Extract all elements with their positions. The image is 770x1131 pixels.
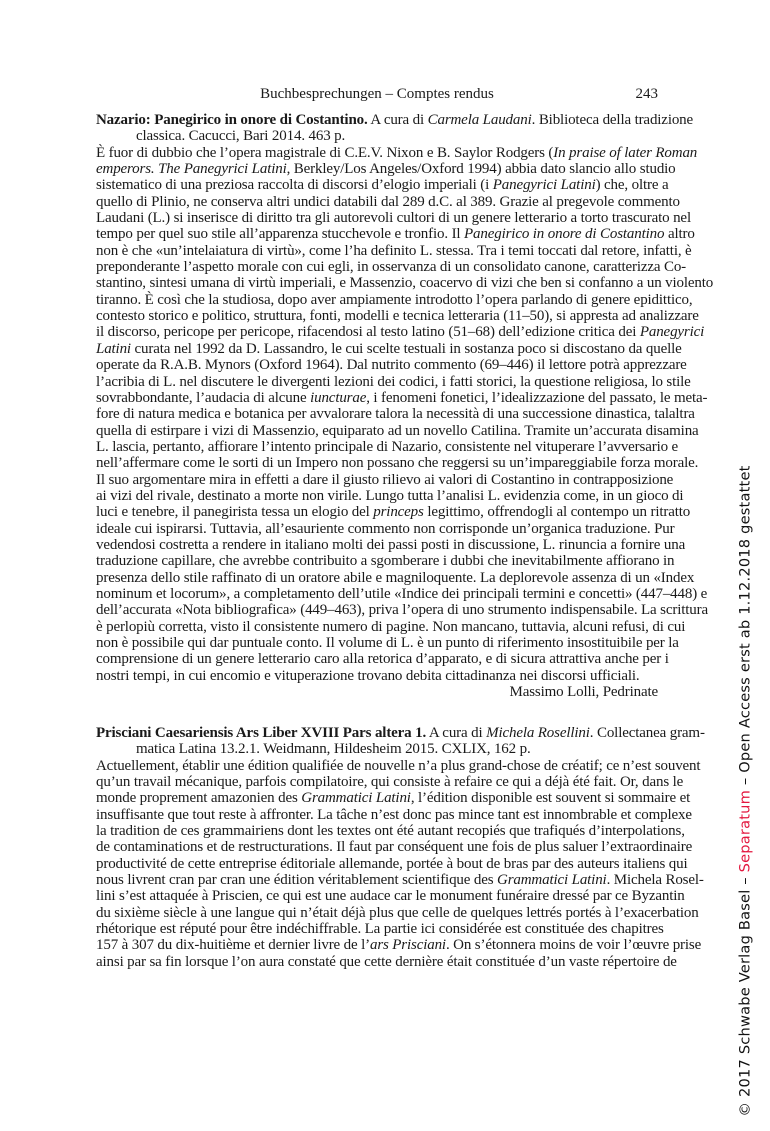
body-line: tempo per quel suo stile all’apparenza stucchevole e tronfio. Il Panegirico in onore di Costantino altro — [96, 226, 695, 243]
body-line: vedendosi costretta a rendere in italiano molti dei passi posti in discussione, L. rinuncia a fornire una — [96, 536, 686, 553]
review-heading-line-1: Nazario: Panegirico in onore di Costantino. A cura di Carmela Laudani. Biblioteca della tradizione — [96, 112, 694, 128]
body-line: il discorso, pericope per pericope, rifacendosi al testo latino (51–68) dell’edizione critica dei Panegyrici — [96, 324, 705, 341]
body-line: la tradition de ces grammairiens dont les textes ont été autant recopiés que trafiqués d’interpolations, — [96, 823, 685, 840]
review-heading-title: Prisciani Caesariensis Ars Liber XVIII Pars altera 1. — [96, 725, 427, 741]
review-editor: Carmela Laudani — [427, 112, 532, 128]
body-line: de contaminations et de restructurations. Il faut par conséquent une fois de plus saluer l’extraordinaire — [96, 839, 693, 856]
body-line: emperors. The Panegyrici Latini, Berkley/Los Angeles/Oxford 1994) abbia dato slancio allo studio — [96, 161, 676, 178]
body-line: non è possibile qui dar puntuale conto. Il volume di L. è un punto di riferimento insostituibile per la — [96, 635, 679, 651]
body-line: presenza dello stile raffinato di un oratore abile e magniloquente. La deplorevole assenza di un «Index — [96, 569, 695, 586]
body-line: stantino, sintesi umana di virtù imperiali, e Massenzio, coacervo di vizi che ben si confanno a un violento — [96, 275, 714, 292]
body-line: lini s’est attaquée à Priscien, ce qui est une audace car le monument funéraire dressé par ce Byzantin — [96, 888, 685, 905]
body-line: du sixième siècle à une langue qui n’était déjà plus que celle de quelques lettrés portés à l’exacerbation — [96, 904, 699, 921]
body-line: monde proprement amazonien des Grammatici Latini, l’édition disponible est souvent si sommaire et — [96, 790, 691, 807]
body-line: qu’un travail mécanique, parfois compilatoire, qui consiste à refaire ce qui a déjà été fait. Or, dans le — [96, 774, 684, 791]
body-line: sovrabbondante, l’audacia di alcune iuncturae, i fenomeni fonetici, l’idealizzazione del passato, le meta- — [96, 389, 708, 406]
body-line: dell’accurata «Nota bibliografica» (449–463), priva l’opera di uno strumento indispensabile. La scrittura — [96, 602, 708, 619]
body-line: Actuellement, établir une édition qualifiée de nouvelle n’a plus grand-chose de créatif; ce n’est souvent — [96, 757, 701, 774]
review-prisciani — [96, 725, 705, 970]
body-line: luci e tenebre, il panegirista tessa un elogio del princeps legittimo, offrendogli al contempo un ritratto — [96, 504, 691, 521]
review-body — [96, 757, 704, 970]
review-body — [96, 144, 714, 684]
body-line: rhétorique est réputé pour être indéchiffrable. La partie ici considérée est constituée des chapitres — [96, 921, 664, 938]
body-line: preponderante l’aspetto morale con cui egli, in osservanza di un consolidato canone, caratterizza Co- — [96, 259, 687, 276]
running-head-title: Buchbesprechungen – Comptes rendus — [260, 86, 494, 102]
review-nazario — [96, 112, 714, 701]
body-line: quello di Plinio, ne conserva altri undici databili dal 289 d.C. al 389. Grazie al pregevole commento — [96, 193, 680, 210]
body-line: productivité de cette entreprise éditoriale allemande, portée à bout de bras par des auteurs italiens qui — [96, 855, 688, 872]
separatum-label: Separatum — [736, 789, 754, 873]
body-line: Latini curata nel 1992 da D. Lassandro, le cui scelte testuali in sostanza poco si discostano da quelle — [96, 340, 682, 357]
body-line: nominum et locorum», a completamento dell’utile «Indice dei principali termini e concetti» (447–448) e — [96, 585, 708, 602]
body-line: Laudani (L.) si inserisce di diritto tra gli autorevoli cultori di un genere letterario a torto trascurato nel — [96, 210, 691, 227]
body-line: nous livrent cran par cran une édition véritablement scientifique des Grammatici Latini. Michela Rosel- — [96, 872, 704, 889]
body-line: ainsi par sa fin lorsque l’on aura constaté que cette dernière était constituée d’un vaste répertoire de — [96, 953, 677, 970]
body-line: 157 à 307 du dix-huitième et dernier livre de l’ars Prisciani. On s’étonnera moins de voir l’œuvre prise — [96, 937, 702, 954]
body-line: l’acribia di L. nel discutere le divergenti lezioni dei codici, i fatti storici, la questione religiosa, lo stile — [96, 373, 691, 390]
body-line: insuffisante que tout reste à affronter. La tâche n’est donc pas mince tant est innombrable et complexe — [96, 806, 692, 823]
body-line: ai vizi del rivale, destinato a morte non virile. Lungo tutta l’analisi L. evidenzia come, in un gioco di — [96, 487, 684, 504]
body-line: nostri tempi, in cui encomio e vituperazione trovano debita cittadinanza nei discorsi ufficiali. — [96, 667, 640, 684]
review-signature: Massimo Lolli, Pedrinate — [509, 684, 658, 701]
review-heading-line-1: Prisciani Caesariensis Ars Liber XVIII Pars altera 1. A cura di Michela Rosellini. Collectanea gram- — [96, 725, 705, 741]
running-head — [96, 86, 658, 104]
body-line: quella di estirpare i vizi di Massenzio, equiparato ad un novello Catilina. Tramite un’accurata disamina — [96, 422, 699, 439]
review-heading-title: Nazario: Panegirico in onore di Costantino. — [96, 112, 368, 128]
review-heading-line-2: classica. Cacucci, Bari 2014. 463 p. — [136, 128, 346, 145]
body-line: sistematico di una preziosa raccolta di discorsi d’elogio imperiali (i Panegyrici Latini) che, oltre a — [96, 177, 669, 194]
body-line: operate da R.A.B. Mynors (Oxford 1964). Dal nutrito commento (69–446) il lettore potrà apprezzare — [96, 357, 687, 374]
body-line: traduzione capillare, che avrebbe contribuito a sgomberare i dubbi che inevitabilmente affiorano in — [96, 553, 675, 570]
body-line: comprensione di un genere letterario caro alla retorica d’apparato, e di sicura attrattiva anche per i — [96, 651, 669, 668]
copyright-notice: © 2017 Schwabe Verlag Basel – Separatum – Open Access erst ab 1.12.2018 gestattet — [736, 465, 754, 1117]
body-line: tiranno. È così che la studiosa, dopo aver ampiamente introdotto l’opera parlando di genere epidittico, — [96, 291, 693, 308]
body-line: L. lascia, pertanto, affiorare l’intento principale di Nazario, consistente nel vituperare l’avversario e — [96, 438, 679, 455]
body-line: nell’affermare come le sorti di un Impero non possano che reggersi su un’impareggiabile forza morale. — [96, 455, 699, 472]
body-line: È fuor di dubbio che l’opera magistrale di C.E.V. Nixon e B. Saylor Rodgers (In praise of later Roman — [96, 144, 698, 161]
body-line: ideale cui ispirarsi. Tuttavia, all’esauriente commento non corrisponde un’organica traduzione. Pur — [96, 520, 675, 537]
body-line: è perlopiù corretta, visto il consistente numero di pagine. Non mancano, tuttavia, alcuni refusi, di cui — [96, 618, 686, 635]
review-editor: Michela Rosellini — [486, 725, 590, 741]
body-line: Il suo argomentare mira in effetti a dare il giusto rilievo ai valori di Costantino in contrapposizione — [96, 471, 674, 488]
body-line: fore di natura medica e botanica per avvalorare talora la necessità di una successione dinastica, talaltra — [96, 406, 695, 423]
page-number: 243 — [635, 86, 658, 102]
review-heading-line-2: matica Latina 13.2.1. Weidmann, Hildesheim 2015. CXLIX, 162 p. — [136, 741, 531, 758]
body-line: non è che «un’intelaiatura di virtù», come l’ha definito L. stessa. Tra i temi toccati dal retore, infatti, è — [96, 242, 692, 259]
body-line: contesto storico e politico, struttura, fonti, modelli e tecnica letteraria (11–50), si appresta ad analizzare — [96, 308, 699, 325]
